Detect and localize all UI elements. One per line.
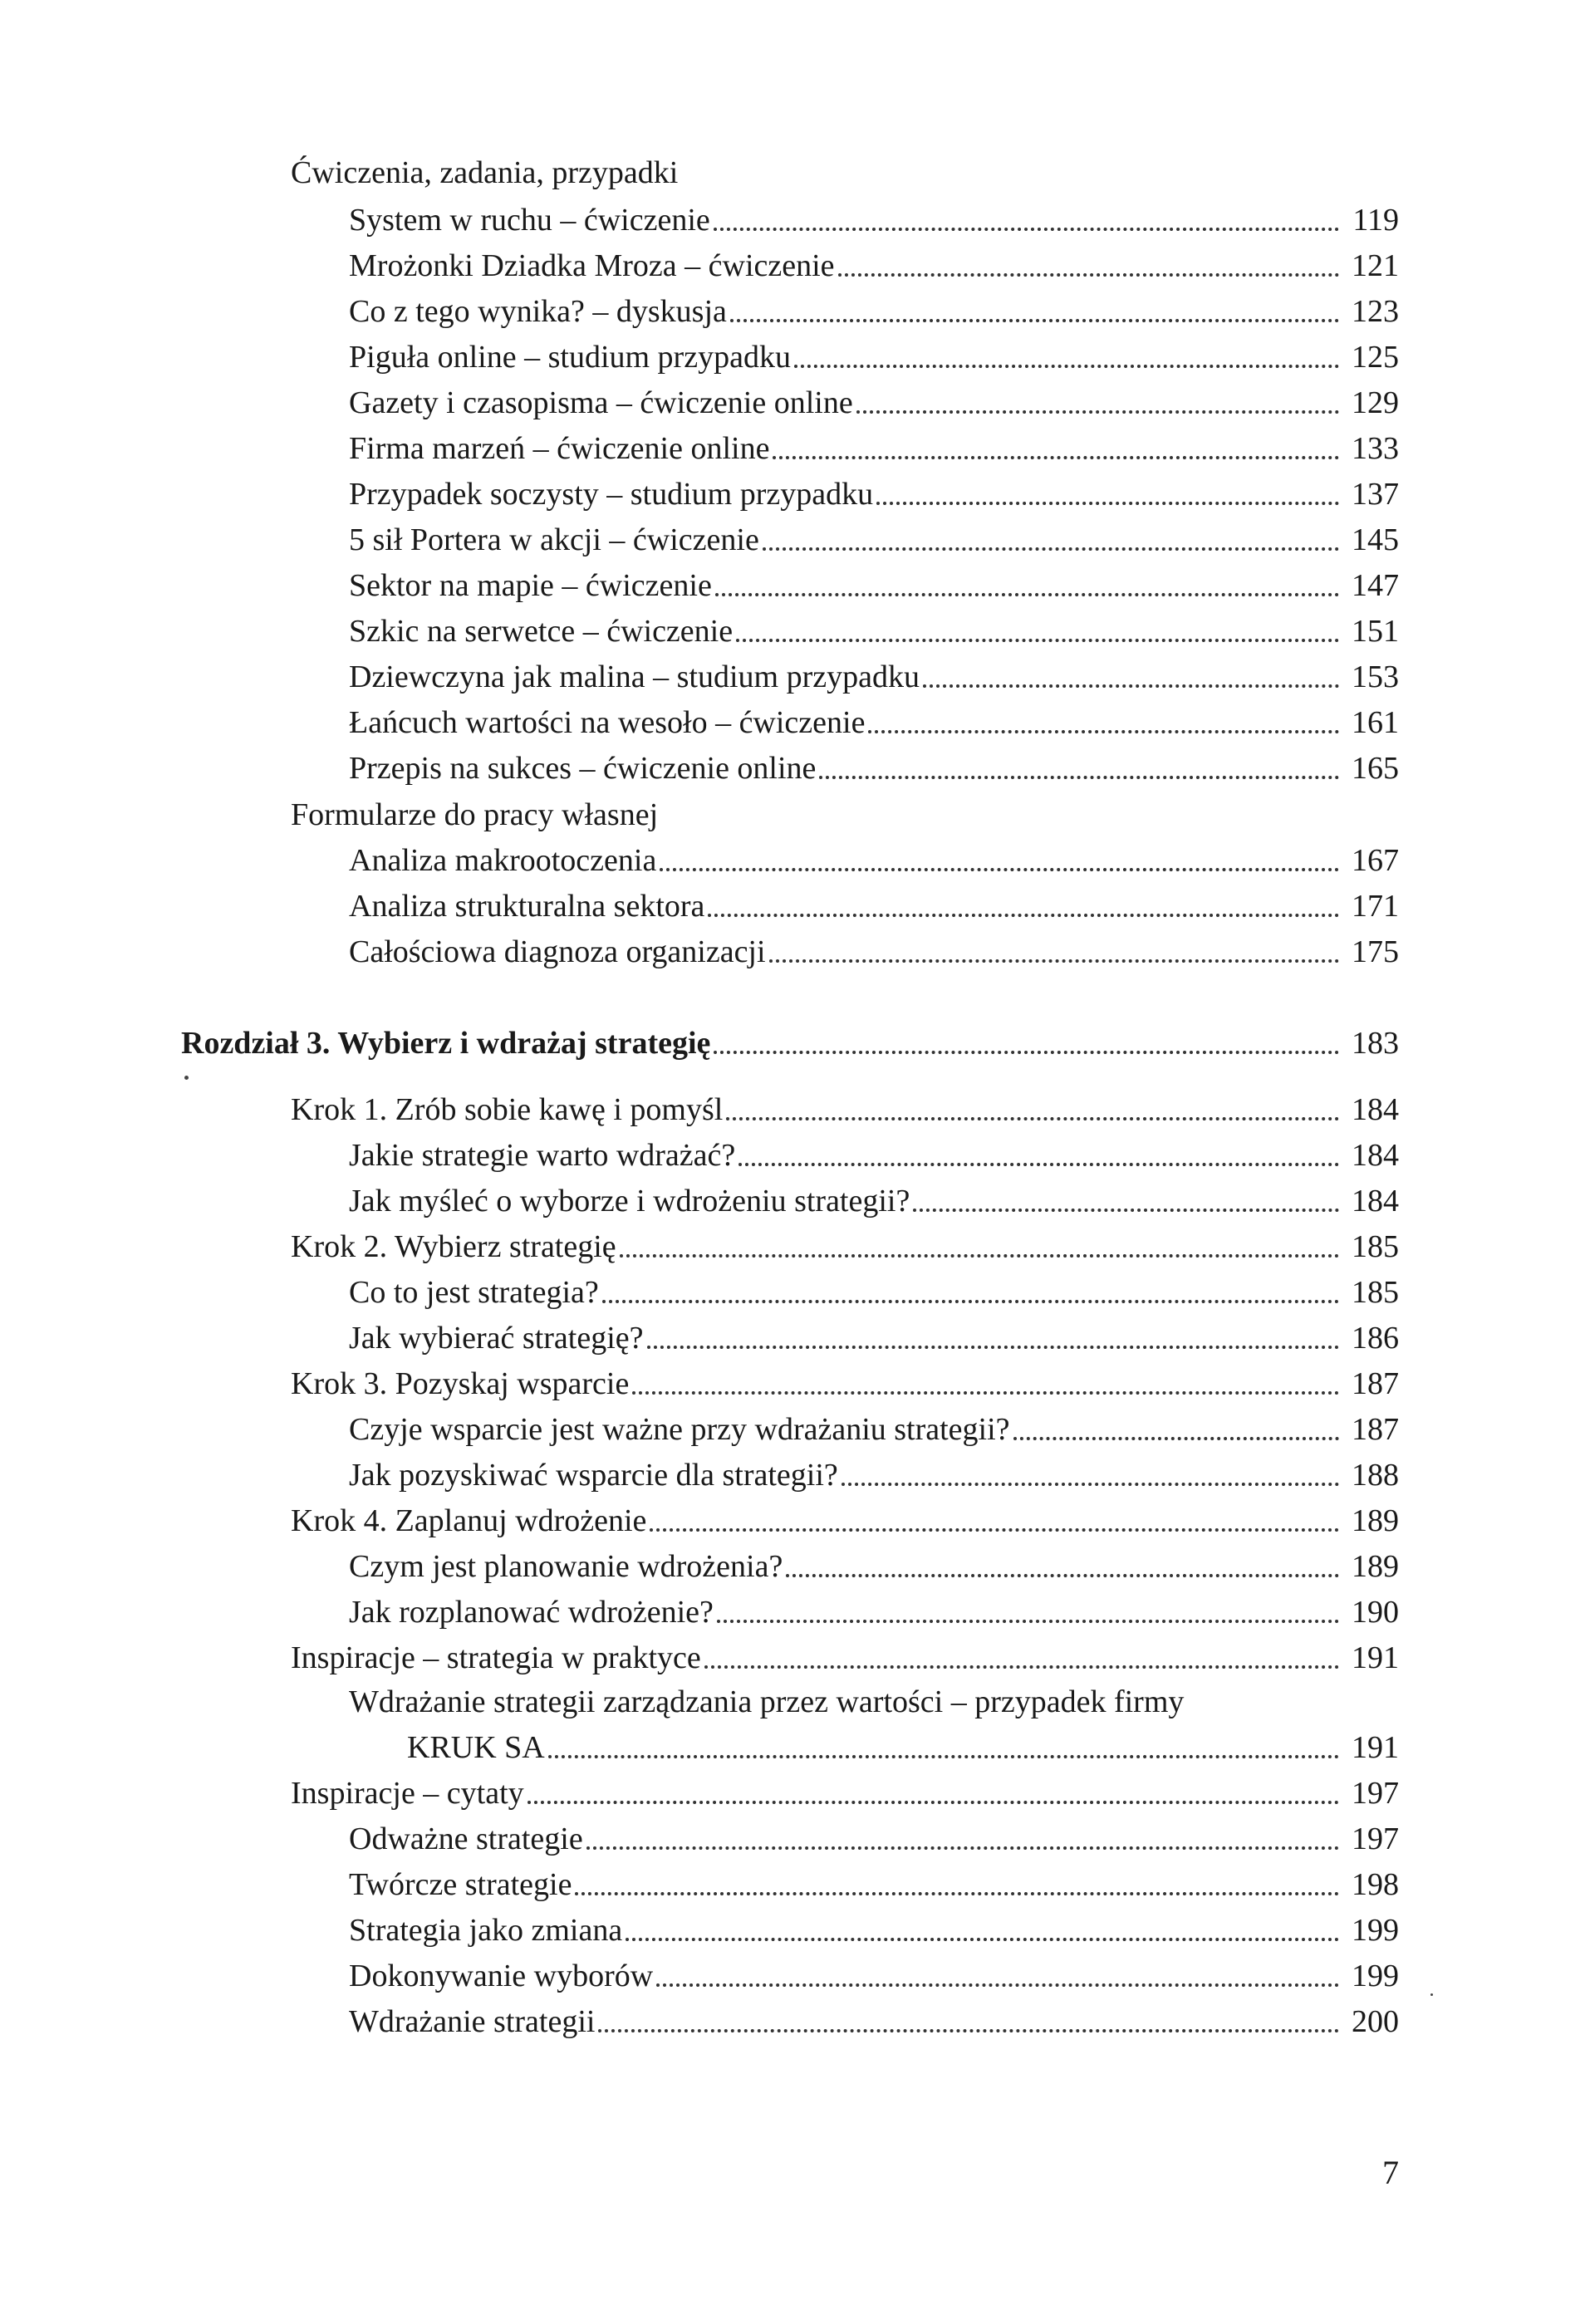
toc-entry[interactable]: Przepis na sukces – ćwiczenie online 165 [349, 751, 1399, 786]
toc-step-entry[interactable]: Inspiracje – cytaty 197 [291, 1776, 1399, 1811]
toc-entry[interactable]: Jak rozplanować wdrożenie? 190 [349, 1595, 1399, 1630]
toc-entry[interactable]: Strategia jako zmiana 199 [349, 1913, 1399, 1948]
toc-entry[interactable]: Sektor na mapie – ćwiczenie 147 [349, 568, 1399, 603]
toc-step-entry[interactable]: Krok 1. Zrób sobie kawę i pomyśl 184 [291, 1092, 1399, 1127]
section-heading-forms: Formularze do pracy własnej [291, 797, 659, 832]
toc-entry[interactable]: Co to jest strategia? 185 [349, 1275, 1399, 1310]
toc-entry[interactable]: Łańcuch wartości na wesoło – ćwiczenie 161 [349, 705, 1399, 740]
toc-entry[interactable]: Mrożonki Dziadka Mroza – ćwiczenie 121 [349, 248, 1399, 283]
toc-entry[interactable]: Twórcze strategie 198 [349, 1867, 1399, 1902]
page-number: 7 [1382, 2154, 1399, 2191]
kruk-case-entry[interactable]: KRUK SA 191 [407, 1730, 1399, 1765]
toc-entry[interactable]: 5 sił Portera w akcji – ćwiczenie 145 [349, 522, 1399, 557]
toc-step-entry[interactable]: Krok 4. Zaplanuj wdrożenie 189 [291, 1503, 1399, 1538]
toc-step-entry[interactable]: Inspiracje – strategia w praktyce 191 [291, 1640, 1399, 1675]
toc-entry[interactable]: Szkic na serwetce – ćwiczenie 151 [349, 614, 1399, 649]
toc-entry[interactable]: Jakie strategie warto wdrażać? 184 [349, 1138, 1399, 1173]
scan-speck [184, 1076, 189, 1080]
toc-entry[interactable]: Firma marzeń – ćwiczenie online 133 [349, 431, 1399, 466]
toc-entry[interactable]: Czym jest planowanie wdrożenia? 189 [349, 1549, 1399, 1584]
toc-entry[interactable]: Co z tego wynika? – dyskusja 123 [349, 294, 1399, 329]
toc-entry[interactable]: Przypadek soczysty – studium przypadku 137 [349, 477, 1399, 512]
section-heading-exercises: Ćwiczenia, zadania, przypadki [291, 155, 679, 190]
toc-entry[interactable]: Jak myśleć o wyborze i wdrożeniu strategii? 184 [349, 1184, 1399, 1218]
toc-entry[interactable]: Piguła online – studium przypadku 125 [349, 340, 1399, 375]
scan-speck [1430, 1993, 1433, 1996]
toc-entry[interactable]: Czyje wsparcie jest ważne przy wdrażaniu strategii? 187 [349, 1412, 1399, 1447]
toc-entry[interactable]: Odważne strategie 197 [349, 1821, 1399, 1856]
chapter-3-entry[interactable]: Rozdział 3. Wybierz i wdrażaj strategię 183 [181, 1026, 1399, 1061]
toc-step-entry[interactable]: Krok 3. Pozyskaj wsparcie 187 [291, 1366, 1399, 1401]
toc-entry[interactable]: Całościowa diagnoza organizacji 175 [349, 934, 1399, 969]
toc-entry[interactable]: Gazety i czasopisma – ćwiczenie online 129 [349, 385, 1399, 420]
toc-entry[interactable]: Jak pozyskiwać wsparcie dla strategii? 188 [349, 1458, 1399, 1493]
toc-entry[interactable]: Dokonywanie wyborów 199 [349, 1959, 1399, 1993]
toc-entry[interactable]: Dziewczyna jak malina – studium przypadku 153 [349, 659, 1399, 694]
toc-step-entry[interactable]: Krok 2. Wybierz strategię 185 [291, 1229, 1399, 1264]
toc-entry[interactable]: Jak wybierać strategię? 186 [349, 1321, 1399, 1356]
toc-entry[interactable]: Analiza strukturalna sektora 171 [349, 889, 1399, 924]
toc-entry[interactable]: Wdrażanie strategii 200 [349, 2004, 1399, 2039]
kruk-case-line1: Wdrażanie strategii zarządzania przez wartości – przypadek firmy [349, 1684, 1185, 1719]
toc-entry[interactable]: System w ruchu – ćwiczenie 119 [349, 203, 1399, 238]
toc-entry[interactable]: Analiza makrootoczenia 167 [349, 843, 1399, 878]
